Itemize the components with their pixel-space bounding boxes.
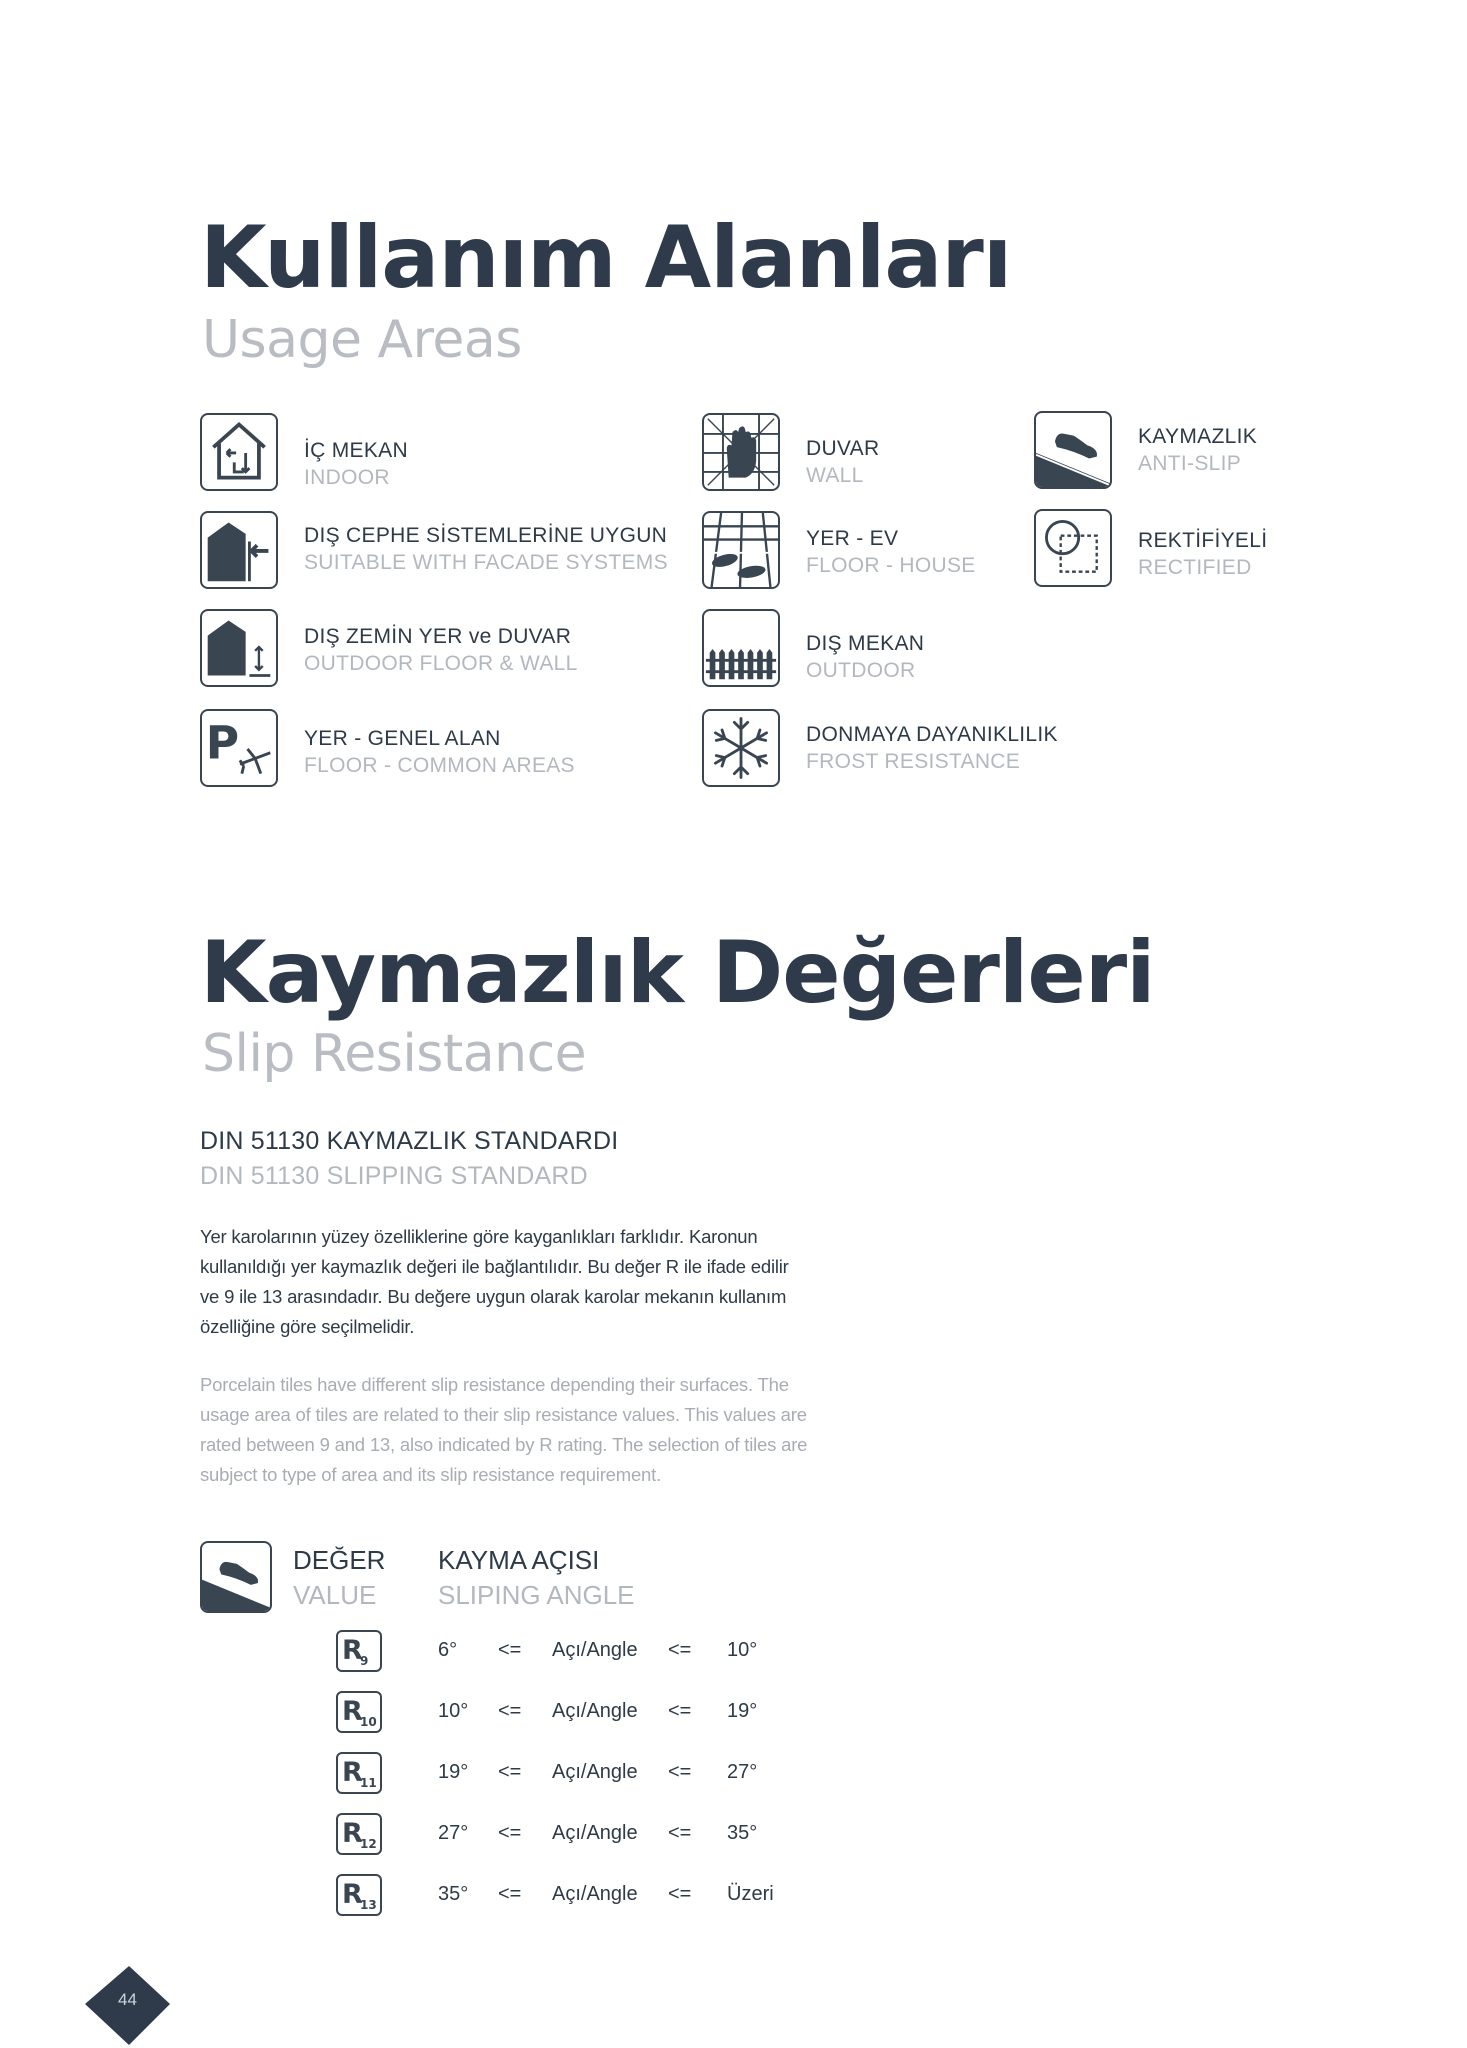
facade-system-icon xyxy=(200,511,278,589)
usage-item-anti-slip xyxy=(1138,423,1257,477)
usage-item-tr: DONMAYA DAYANIKLILIK xyxy=(806,723,1058,746)
operator: <= xyxy=(498,1761,522,1783)
operator: <= xyxy=(668,1822,692,1844)
r-rating-badge xyxy=(336,1691,382,1733)
paragraph-tr: Yer karolarının yüzey özelliklerine göre kayganlıkları farklıdır. Karonun kullanıldığı yer kaymazlık değeri ile bağlantılıdır. Bu değer R ile ifade edilir ve 9 ile 13 arasındadır. Bu değere uygun olarak karolar mekanın kullanım özelliğine göre seçilmelidir. xyxy=(200,1226,789,1337)
operator: <= xyxy=(668,1883,692,1905)
operator: <= xyxy=(668,1761,692,1783)
usage-item-tr: KAYMAZLIK xyxy=(1138,425,1258,448)
floor-footprints-icon xyxy=(702,511,780,589)
operator: <= xyxy=(668,1700,692,1722)
angle-label: Açı/Angle xyxy=(552,1883,638,1905)
rectified-tile-icon xyxy=(1034,509,1112,587)
usage-item-tr: DIŞ ZEMİN YER ve DUVAR xyxy=(304,625,572,648)
paragraph-en: Porcelain tiles have different slip resistance depending their surfaces. The usage area of tiles are related to their slip resistance values. This values are rated between 9 and 13, also indicated by R rating. The selection of tiles are subject to type of area and its slip resistance requirement. xyxy=(200,1374,808,1485)
r-letter: R xyxy=(342,1757,363,1788)
r-letter: R xyxy=(342,1879,363,1910)
svg-text:P: P xyxy=(205,716,240,770)
operator: <= xyxy=(498,1883,522,1905)
angle-max: 19° xyxy=(727,1700,758,1722)
snowflake-icon xyxy=(702,709,780,787)
value-header: DEĞER xyxy=(293,1545,386,1575)
angle-label: Açı/Angle xyxy=(552,1700,638,1722)
usage-item-en: WALL xyxy=(806,464,864,487)
usage-item-en: FLOOR - COMMON AREAS xyxy=(304,754,575,777)
usage-item-wall xyxy=(806,435,879,489)
angle-min: 27° xyxy=(438,1822,469,1844)
r-letter: R xyxy=(342,1818,363,1849)
angle-min: 10° xyxy=(438,1700,469,1722)
r-number: 9 xyxy=(360,1654,369,1668)
r-number: 12 xyxy=(360,1837,377,1851)
standard-title: DIN 51130 KAYMAZLIK STANDARDI xyxy=(200,1127,619,1155)
standard-subtitle: DIN 51130 SLIPPING STANDARD xyxy=(200,1162,588,1190)
usage-item-tr: YER - EV xyxy=(806,527,899,550)
slip-subtitle: Slip Resistance xyxy=(202,1024,587,1084)
shoe-slope-icon xyxy=(200,1541,272,1613)
angle-header-en: SLIPING ANGLE xyxy=(438,1580,635,1610)
usage-subtitle: Usage Areas xyxy=(202,310,522,370)
angle-max: 27° xyxy=(727,1761,758,1783)
usage-item-tr: DUVAR xyxy=(806,437,880,460)
operator: <= xyxy=(668,1639,692,1661)
usage-item-en: OUTDOOR xyxy=(806,659,916,682)
angle-max: 35° xyxy=(727,1822,758,1844)
r-rating-badge xyxy=(336,1874,382,1916)
usage-item-en: FLOOR - HOUSE xyxy=(806,554,976,577)
usage-title: Kullanım Alanları xyxy=(200,208,1012,308)
usage-item-en: FROST RESISTANCE xyxy=(806,750,1021,773)
operator: <= xyxy=(498,1700,522,1722)
r-rating-badge xyxy=(336,1813,382,1855)
usage-item-tr: YER - GENEL ALAN xyxy=(304,727,501,750)
angle-min: 19° xyxy=(438,1761,469,1783)
usage-item-en: OUTDOOR FLOOR & WALL xyxy=(304,652,578,675)
usage-item-tr: DIŞ MEKAN xyxy=(806,632,925,655)
usage-item-indoor xyxy=(304,437,408,491)
usage-item-floor-house xyxy=(806,525,976,579)
r-number: 11 xyxy=(360,1776,377,1790)
shoe-slope-icon xyxy=(1034,411,1112,489)
usage-item-outdoor xyxy=(806,630,924,684)
operator: <= xyxy=(498,1639,522,1661)
slip-title: Kaymazlık Değerleri xyxy=(200,923,1155,1023)
usage-item-en: RECTIFIED xyxy=(1138,556,1252,579)
r-rating-badge xyxy=(336,1630,382,1672)
parking-airport-icon xyxy=(200,709,278,787)
angle-label: Açı/Angle xyxy=(552,1761,638,1783)
usage-item-tr: DIŞ CEPHE SİSTEMLERİNE UYGUN xyxy=(304,524,668,547)
page-number: 44 xyxy=(118,1990,137,2009)
outdoor-floor-wall-icon xyxy=(200,609,278,687)
angle-min: 35° xyxy=(438,1883,469,1905)
r-number: 13 xyxy=(360,1898,377,1912)
usage-item-outdoor-floor-wall xyxy=(304,623,578,677)
angle-max: 10° xyxy=(727,1639,758,1661)
indoor-house-icon xyxy=(200,413,278,491)
angle-label: Açı/Angle xyxy=(552,1822,638,1844)
usage-item-en: INDOOR xyxy=(304,466,390,489)
angle-header: KAYMA AÇISI xyxy=(438,1545,600,1575)
angle-max: Üzeri xyxy=(727,1883,774,1905)
r-rating-badge xyxy=(336,1752,382,1794)
angle-label: Açı/Angle xyxy=(552,1639,638,1661)
wall-hand-icon xyxy=(702,413,780,491)
r-number: 10 xyxy=(360,1715,377,1729)
value-header-en: VALUE xyxy=(293,1580,377,1610)
usage-item-common-areas xyxy=(304,725,575,779)
usage-item-rectified xyxy=(1138,527,1267,581)
usage-item-en: SUITABLE WITH FACADE SYSTEMS xyxy=(304,551,668,574)
usage-item-facade xyxy=(304,522,668,576)
angle-min: 6° xyxy=(438,1639,458,1661)
r-letter: R xyxy=(342,1635,363,1666)
operator: <= xyxy=(498,1822,522,1844)
r-letter: R xyxy=(342,1696,363,1727)
usage-item-tr: REKTİFİYELİ xyxy=(1138,529,1268,552)
page-number-badge xyxy=(85,1960,170,2045)
usage-item-frost-resistance xyxy=(806,721,1058,775)
usage-item-tr: İÇ MEKAN xyxy=(304,439,408,462)
usage-item-en: ANTI-SLIP xyxy=(1138,452,1242,475)
fence-icon xyxy=(702,609,780,687)
